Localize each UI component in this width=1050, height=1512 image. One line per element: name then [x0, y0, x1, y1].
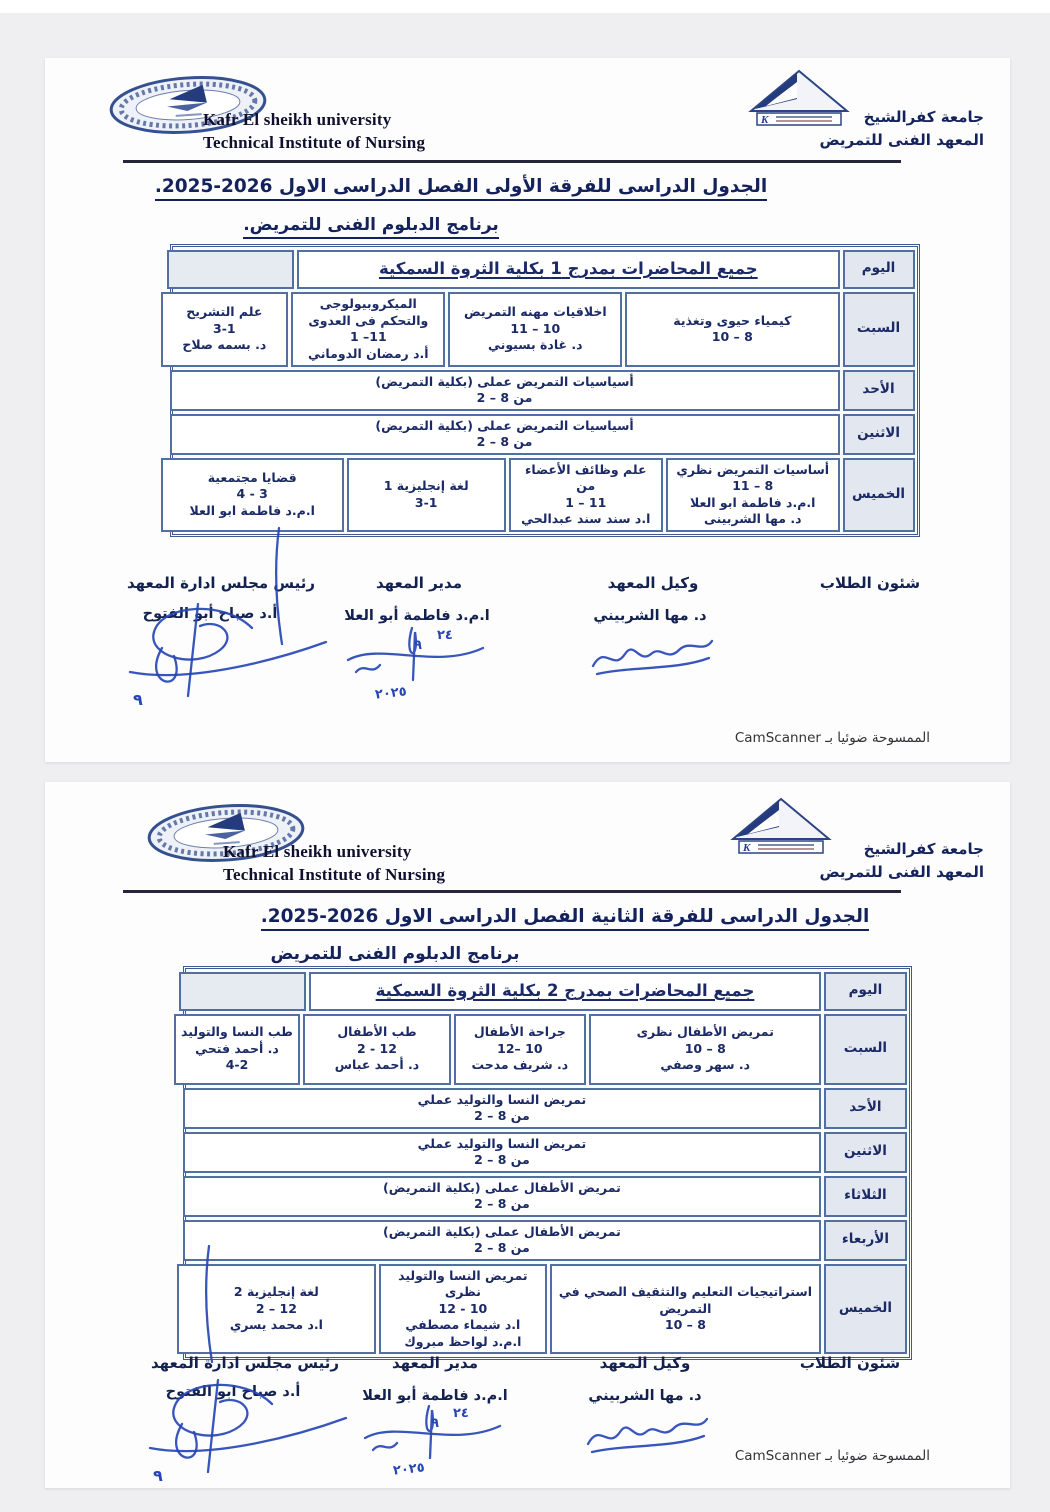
course-cell — [448, 292, 622, 367]
course-time: 2 - 12 — [356, 1040, 397, 1056]
course-time: 12– 10 — [497, 1040, 543, 1056]
day-cell: الأحد — [824, 1088, 906, 1129]
course-text-line: أسياسيات التمريض عملى (بكلية التمريض) — [375, 373, 634, 389]
course-cell — [170, 370, 840, 411]
course-text-line: طب النسا والتوليد — [181, 1024, 293, 1040]
university-ar-line2: المعهد الفنى للتمريض — [819, 863, 984, 881]
course-cell — [347, 458, 506, 532]
course-text-line: تمريض الأطفال عملى (بكلية التمريض) — [383, 1223, 621, 1239]
student-affairs-label: شئون الطلاب — [799, 1354, 901, 1372]
day-cell: السبت — [824, 1014, 906, 1085]
course-text-line: ا.م.د لواحظ مبروك — [404, 1333, 522, 1349]
director-handwritten-day: ٢٤ — [437, 628, 453, 643]
course-text-line: تمريض الأطفال عملى (بكلية التمريض) — [383, 1179, 621, 1195]
course-text-line: تمريض النسا والتوليد نظرى — [398, 1267, 528, 1299]
lecture-hall-header-cell — [309, 972, 822, 1011]
deputy-signature — [580, 1406, 715, 1461]
course-text-line: الميكروبيولوجى والتحكم فى العدوى — [308, 296, 429, 328]
course-cell — [550, 1264, 822, 1355]
schedule-title: الجدول الدراسى للفرقة الأولى الفصل الدراسى الاول 2026-2025. — [105, 176, 817, 201]
svg-text:K: K — [761, 114, 769, 126]
course-text-line: جميع المحاضرات بمدرج 1 بكلية الثروة السمكية — [378, 259, 758, 279]
program-subtitle: برنامج الدبلوم الفنى للتمريض. — [171, 215, 571, 239]
course-time: 10 – 8 — [684, 1040, 726, 1056]
course-text-line: جراحة الأطفال — [473, 1024, 566, 1040]
course-text-line: لغة إنجليزية 2 — [233, 1284, 319, 1299]
course-cell — [183, 1088, 822, 1129]
course-time: 10 – 8 — [664, 1317, 706, 1332]
scanned-page-2 — [45, 782, 1010, 1488]
course-time: 4 - 3 — [236, 486, 268, 502]
university-en-line1: Kafr El sheikh university — [223, 842, 412, 861]
university-ar-line2: المعهد الفنى للتمريض — [819, 131, 984, 149]
course-text-line: لغة إنجليزية 1 — [383, 478, 469, 493]
schedule-table — [183, 966, 912, 1360]
course-text-line: ا.د شيماء مصطفي — [405, 1317, 521, 1332]
course-time: 3-1 — [414, 494, 438, 510]
director-signature — [357, 1396, 507, 1468]
table-header-row — [174, 248, 916, 290]
schedule-row — [174, 412, 916, 456]
course-cell — [183, 1220, 822, 1261]
course-time: 1 – 11 — [565, 494, 607, 510]
course-time: 10 – 8 — [711, 329, 753, 344]
chairman-name: أ.د صباح ابو الفتوح — [165, 1384, 301, 1400]
deputy-name: د. مها الشربيني — [593, 608, 707, 624]
pen-stroke-mark — [270, 526, 286, 646]
course-text-line: جميع المحاضرات بمدرج 2 بكلية الثروة السمكية — [375, 981, 755, 1001]
course-text-line: من 8 – 2 — [474, 1240, 530, 1255]
schedule-row — [187, 1086, 908, 1130]
schedule-row — [187, 1174, 908, 1218]
table-header-row — [187, 970, 908, 1012]
deputy-name: د. مها الشربيني — [588, 1388, 702, 1404]
course-cell — [509, 458, 663, 532]
course-cell — [291, 292, 445, 367]
camscanner-watermark: الممسوحة ضوئيا بـ CamScanner — [734, 1448, 930, 1464]
empty-corner-cell — [167, 250, 295, 289]
course-text-line: د. أحمد فتحي — [195, 1040, 279, 1056]
course-cell — [625, 292, 839, 367]
schedule-row — [187, 1262, 908, 1356]
schedule-title: الجدول الدراسى للفرقة الثانية الفصل الدراسى الاول 2026-2025. — [209, 906, 921, 931]
director-label: مدير المعهد — [391, 1354, 478, 1372]
course-text-line: كيمياء حيوى وتغذية — [673, 312, 792, 328]
schedule-table — [170, 244, 920, 537]
header-divider — [123, 160, 901, 163]
university-ar-line1: جامعة كفرالشيخ — [863, 840, 984, 858]
course-text-line: ا.د سند سند عبدالحي — [521, 511, 651, 526]
course-cell — [454, 1014, 587, 1085]
chairman-handwritten-number: ٩ — [133, 690, 143, 709]
schedule-row — [187, 1130, 908, 1174]
course-cell — [170, 414, 840, 455]
day-column-header: اليوم — [843, 250, 915, 289]
chairman-name: أ.د صباح أبو الفتوح — [142, 606, 278, 622]
university-pyramid-logo — [730, 796, 832, 856]
course-text-line: من 8 – 2 — [474, 1152, 530, 1167]
course-text-line: طب الأطفال — [337, 1024, 417, 1040]
course-text-line: من 8 – 2 — [474, 1196, 530, 1211]
director-signature — [340, 618, 490, 690]
lecture-hall-header-cell — [297, 250, 839, 289]
day-cell: السبت — [843, 292, 915, 367]
director-handwritten-year: ٢٠٢٥ — [392, 1460, 426, 1479]
university-name-english — [203, 108, 425, 154]
course-time: 4-2 — [225, 1057, 249, 1073]
schedule-row — [174, 290, 916, 368]
course-text-line: تمريض النسا والتوليد عملي — [417, 1135, 587, 1151]
course-text-line: د. بسمه صلاح — [182, 337, 267, 353]
course-text-line: د. أحمد عباس — [334, 1057, 420, 1073]
viewer-top-strip — [0, 0, 1050, 13]
scanned-page-1 — [45, 58, 1010, 762]
chairman-label: رئيس مجلس ادارة المعهد — [126, 574, 316, 592]
university-en-line2: Technical Institute of Nursing — [203, 133, 426, 152]
course-text-line: علم وظائف الأعضاء من — [524, 461, 647, 493]
university-ar-line1: جامعة كفرالشيخ — [863, 108, 984, 126]
day-cell: الثلاثاء — [824, 1176, 906, 1217]
director-label: مدير المعهد — [375, 574, 462, 592]
course-cell — [303, 1014, 450, 1085]
course-text-line: تمريض النسا والتوليد عملي — [417, 1091, 587, 1107]
director-handwritten-day: ٢٤ — [453, 1406, 469, 1421]
course-text-line: استراتيجيات التعليم والتثقيف الصحي في التمريض — [558, 1284, 812, 1316]
day-column-header: اليوم — [824, 972, 906, 1011]
day-cell: الخميس — [824, 1264, 906, 1355]
course-text-line: د. غادة بسيوني — [487, 337, 583, 353]
course-text-line: أ.د رمضان الدوماني — [308, 345, 429, 361]
course-cell — [379, 1264, 546, 1355]
schedule-row — [187, 1218, 908, 1262]
university-name-english — [223, 840, 445, 886]
course-time: 3-1 — [213, 320, 236, 336]
header-divider — [123, 890, 901, 893]
course-text-line: اخلاقيات مهنه التمريض — [463, 304, 607, 320]
course-text-line: من 8 – 2 — [476, 390, 533, 405]
schedule-row — [181, 1012, 908, 1086]
director-name: ا.م.د فاطمة أبو العلا — [344, 608, 490, 624]
course-text-line: علم التشريح — [186, 304, 263, 320]
course-text-line: ا.م.د فاطمة ابو العلا — [189, 502, 315, 518]
deputy-label: وكيل المعهد — [599, 1354, 691, 1372]
course-text-line: أسياسيات التمريض عملى (بكلية التمريض) — [375, 417, 634, 433]
director-handwritten-month: ٩ — [414, 638, 422, 653]
course-time: 2 – 12 — [255, 1300, 297, 1316]
course-text-line: تمريض الأطفال نظرى — [636, 1024, 774, 1040]
director-handwritten-year: ٢٠٢٥ — [374, 684, 408, 703]
program-subtitle: برنامج الدبلوم الفنى للتمريض — [195, 944, 595, 968]
course-cell — [161, 292, 289, 367]
course-time: 11 – 8 — [732, 478, 774, 493]
course-text-line: من 8 – 2 — [474, 1108, 530, 1123]
director-name: ا.م.د فاطمة أبو العلا — [362, 1388, 508, 1404]
course-text-line: د. مها الشربينى — [703, 511, 802, 526]
schedule-row — [174, 368, 916, 412]
course-text-line: قضايا مجتمعية — [207, 469, 297, 485]
course-cell — [183, 1132, 822, 1173]
director-handwritten-month: ٩ — [431, 1416, 439, 1431]
course-time: 1 –11 — [349, 329, 387, 344]
course-cell — [183, 1176, 822, 1217]
day-cell: الاثنين — [843, 414, 915, 455]
university-en-line1: Kafr El sheikh university — [203, 110, 392, 129]
empty-corner-cell — [179, 972, 306, 1011]
university-en-line2: Technical Institute of Nursing — [223, 865, 446, 884]
camscanner-watermark: الممسوحة ضوئيا بـ CamScanner — [734, 730, 930, 746]
course-time: 12 - 10 — [438, 1300, 488, 1316]
course-text-line: د. شريف مدحت — [471, 1057, 569, 1073]
course-cell — [589, 1014, 821, 1085]
svg-text:K: K — [743, 842, 751, 854]
deputy-signature — [585, 628, 720, 683]
institute-name-arabic — [819, 106, 984, 152]
chairman-label: رئيس مجلس ادارة المعهد — [150, 1354, 340, 1372]
day-cell: الاثنين — [824, 1132, 906, 1173]
schedule-row — [174, 456, 916, 533]
course-time: 11 – 10 — [510, 320, 561, 336]
course-text-line: ا.م.د فاطمة ابو العلا — [690, 494, 816, 510]
day-cell: الأحد — [843, 370, 915, 411]
day-cell: الأربعاء — [824, 1220, 906, 1261]
day-cell: الخميس — [843, 458, 915, 532]
course-text-line: أساسيات التمريض نظري — [676, 461, 830, 477]
course-text-line: د. سهر وصفي — [660, 1057, 751, 1073]
course-cell — [161, 458, 344, 532]
student-affairs-label: شئون الطلاب — [819, 574, 921, 592]
course-cell — [666, 458, 840, 532]
course-text-line: ا.د محمد يسري — [229, 1317, 323, 1332]
course-cell — [174, 1014, 301, 1085]
pen-stroke-mark — [200, 1244, 216, 1364]
institute-name-arabic — [819, 838, 984, 884]
deputy-label: وكيل المعهد — [607, 574, 699, 592]
chairman-handwritten-number: ٩ — [153, 1466, 163, 1485]
course-text-line: من 8 – 2 — [476, 434, 533, 449]
